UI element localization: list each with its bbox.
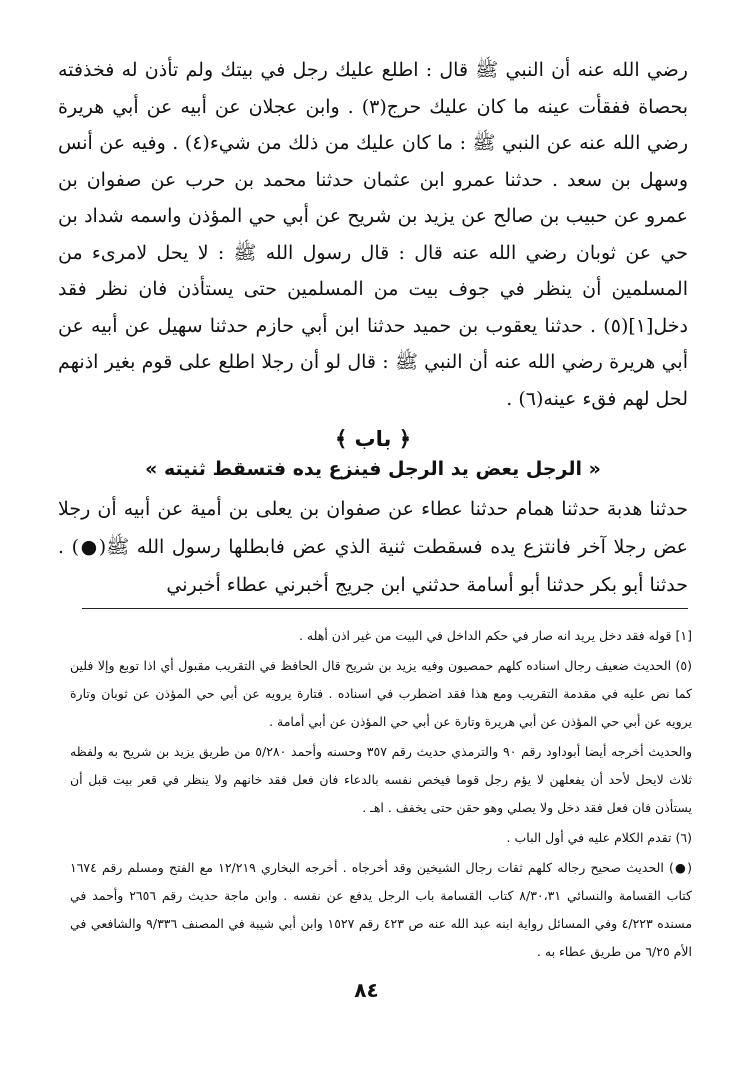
chapter-title: « الرجل يعض يد الرجل فينزع يده فتسقط ثنيته »	[145, 458, 601, 480]
footnote-6: (٦) تقدم الكلام عليه في أول الباب .	[506, 830, 692, 845]
footnotes-block	[70, 622, 692, 968]
footnote-5: (٥) الحديث ضعيف رجال اسناده كلهم حمصيون وفيه يزيد بن شريح قال الحافظ في التقريب مقبول أي اذا توبع وإلا فلين كما نص عليه في مقدمة التقريب ومع هذا فقد اضطرب في اسناده . فتارة يرويه عن أبي حي المؤذن عن ثوبان وتارة يرويه عن أبي حي المؤذن عن أبي هريرة وتارة عن أبي حي المؤذن عن أبي أمامة .	[70, 658, 692, 729]
footnote-5-continued: والحديث أخرجه أيضا أبوداود رقم ٩٠ والترمذي حديث رقم ٣٥٧ وحسنه وأحمد ٥/٢٨٠ من طريق يزيد بن شريح به ولفظه ثلاث لايحل لأحد أن يفعلهن لا يؤم رجل قوما فيخص نفسه بالدعاء فان فعل فقد خانهم ولا ينظر في قعر بيت قبل أن يستأذن فان فعل فقد دخل ولا يصلي وهو حقن حتى يخفف . اهـ .	[70, 744, 692, 815]
chapter-heading: ﴿ باب ﴾	[334, 427, 412, 451]
main-paragraph: رضي الله عنه أن النبي ﷺ قال : اطلع عليك رجل في بيتك ولم تأذن له فخذفته بحصاة ففقأت عينه ما كان عليك حرج(٣) . وابن عجلان عن أبيه عن أبي هريرة رضي الله عنه عن النبي ﷺ : ما كان عليك من ذلك من شيء(٤) . وفيه عن أنس وسهل بن سعد . حدثنا عمرو ابن عثمان حدثنا محمد بن حرب عن صفوان بن عمرو عن حبيب بن صالح عن يزيد بن شريح عن أبي حي المؤذن واسمه شداد بن حي عن ثوبان رضي الله عنه قال : قال رسول الله ﷺ : لا يحل لامرىء من المسلمين أن ينظر في جوف بيت من المسلمين حتى يستأذن فان نظر فقد دخل[١](٥) . حدثنا يعقوب بن حميد حدثنا ابن أبي حازم حدثنا سهيل عن أبيه عن أبي هريرة رضي الله عنه أن النبي ﷺ : قال لو أن رجلا اطلع على قوم بغير اذنهم لحل لهم فقء عينه(٦) .	[58, 59, 689, 410]
chapter-paragraph: حدثنا هدبة حدثنا همام حدثنا عطاء عن صفوان بن يعلى بن أمية عن أبيه أن رجلا عض رجلا آخر فانتزع يده فسقطت ثنية الذي عض فابطلها رسول الله ﷺ(●) . حدثنا أبو بكر حدثنا أبو أسامة حدثني ابن جريج أخبرني عطاء أخبرني	[58, 498, 688, 596]
footnote-1: [١] قوله فقد دخل يريد انه صار في حكم الداخل في البيت من غير اذن أهله .	[298, 628, 692, 643]
footnote-divider	[82, 608, 688, 609]
page-number: ٨٤	[354, 978, 379, 1002]
footnote-dot: (●) الحديث صحيح رجاله كلهم ثقات رجال الشيخين وقد أخرجاه . أخرجه البخاري ١٢/٢١٩ مع الفتح ومسلم رقم ١٦٧٤ كتاب القسامة والنسائي ٨/٣٠،٣١ كتاب القسامة باب الرجل يدفع عن نفسه . وابن ماجة حديث رقم ٢٦٥٦ وأحمد في مسنده ٤/٢٢٣ وفي المسائل رواية ابنه عبد الله عنه ص ٤٢٣ رقم ١٥٢٧ وابن أبي شيبة في المصنف ٩/٣٣٦ والشافعي في الأم ٦/٢٥ من طريق عطاء به .	[70, 860, 693, 959]
chapter-text-block	[58, 490, 688, 604]
main-text-block	[58, 52, 688, 417]
